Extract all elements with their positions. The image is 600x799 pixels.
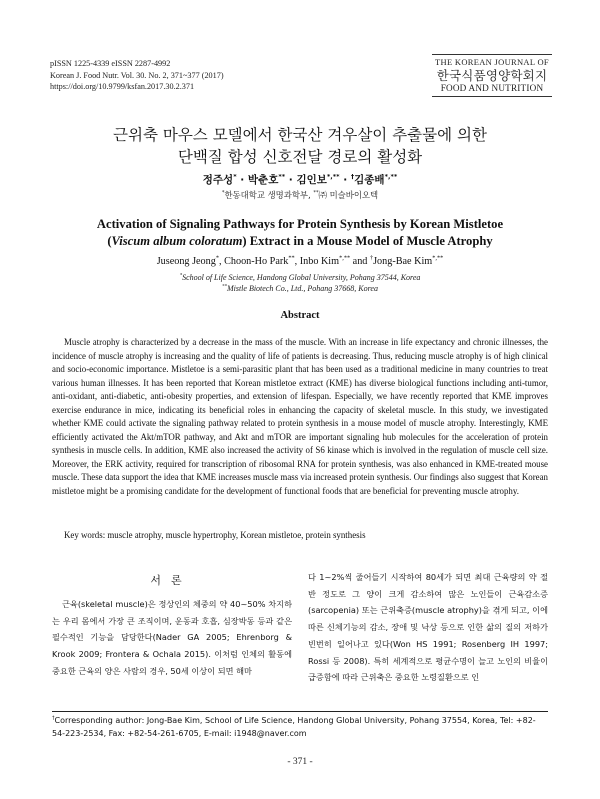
author-ko-1-mark: * [233, 172, 237, 181]
author-ko-4-dagger: † [350, 172, 355, 181]
affiliations-korean [50, 189, 550, 201]
citation-line: Korean J. Food Nutr. Vol. 30. No. 2, 371~377 (2017) [50, 70, 224, 80]
author-en-1-mark: * [215, 254, 219, 262]
title-english-line1: Activation of Signaling Pathways for Protein Synthesis by Korean Mistletoe [96, 217, 504, 231]
logo-bottom-rule [432, 96, 552, 97]
author-en-4-mark: *,** [432, 254, 444, 262]
author-separator: , [219, 256, 225, 267]
author-separator: · [236, 174, 248, 186]
affiliations-english [50, 272, 550, 294]
author-ko-1: 정주성 [202, 174, 234, 186]
author-ko-4: 김종배 [354, 174, 385, 186]
affil-en-1-mark: * [179, 273, 183, 279]
affil-ko-2: ㈜ 미슬바이오텍 [318, 190, 379, 200]
intro-column-right: 다 1~2%씩 줄어들기 시작하여 80세가 되면 최대 근육량의 약 절반 정도로 그 양이 크게 감소하여 많은 노인들이 근육감소증(sarcopenia) 또는 근위축증(muscle atrophy)을 겪게 되고, 이에 따른 신체기능의 감소, 장애 및 낙상 등으로 인한 삶의 질의 저하가 빈번히 일어나고 있다(Won HS 1991; Rosenberg IH 1997; Rossi 등 2008). 특히 세계적으로 평균수명이 늘고 노인의 비율이 급증함에 따라 근위축은 중요한 노령질환으로 인 [308, 572, 548, 683]
authors-english [50, 256, 550, 267]
author-ko-3: 김인보 [296, 174, 327, 186]
keywords: Key words: muscle atrophy, muscle hypertrophy, Korean mistletoe, protein synthesis [64, 530, 366, 540]
title-paren: ( [107, 234, 112, 248]
affil-en-2-text: Mistle Biotech Co., Ltd., Pohang 37668, Korea [226, 284, 378, 293]
affil-ko-2-mark: ** [313, 190, 319, 197]
authors-korean [50, 172, 550, 187]
author-ko-2-mark: ** [278, 172, 286, 181]
journal-logo [432, 54, 552, 97]
journal-name-ko: 한국식품영양학회지 [436, 68, 548, 83]
title-korean-line1: 근위축 마우스 모델에서 한국산 겨우살이 추출물에 의한 [113, 126, 487, 144]
affil-ko-1: 한동대학교 생명과학부, [224, 190, 314, 200]
author-en-3: Inbo Kim [299, 256, 340, 267]
affil-ko-1-mark: * [221, 190, 225, 197]
intro-column-left: 근육(skeletal muscle)은 정상인의 체중의 약 40~50% 차지하는 우리 몸에서 가장 큰 조직이며, 운동과 호흡, 심장박동 등과 같은 필수적인 기능을 담당한다(Nader GA 2005; Ehrenborg & Krook 2009; Frontera & Ochala 2015). 이처럼 인체의 활동에 중요한 근육의 양은 사람의 경우, 50세 이상이 되면 해마 [52, 599, 292, 676]
author-en-1: Juseong Jeong [156, 256, 216, 267]
title-english-line2-rest: ) Extract in a Mouse Model of Muscle Atrophy [242, 234, 493, 248]
section-heading-introduction: 서론 [150, 574, 192, 587]
affil-en-2-mark: ** [222, 284, 227, 290]
title-korean [50, 124, 550, 168]
author-ko-3-mark: *,** [326, 172, 340, 181]
issn-line: pISSN 1225-4339 eISSN 2287-4992 [50, 59, 171, 68]
affil-en-1 [50, 272, 550, 283]
affil-en-1-text: School of Life Science, Handong Global University, Pohang 37544, Korea [182, 273, 421, 282]
species-name: Viscum album coloratum [111, 234, 243, 248]
doi-link[interactable]: https://doi.org/10.9799/ksfan.2017.30.2.371 [50, 82, 195, 91]
author-en-3-mark: *,** [339, 254, 351, 262]
author-separator: · [339, 174, 351, 186]
author-separator: and [350, 256, 370, 267]
journal-name-en-top: THE KOREAN JOURNAL OF [435, 57, 549, 67]
title-korean-line2: 단백질 합성 신호전달 경로의 활성화 [177, 148, 423, 166]
journal-header-info [50, 58, 224, 93]
author-separator: · [285, 174, 297, 186]
author-ko-4-mark: *,** [384, 172, 398, 181]
author-en-4: Jong-Bae Kim [373, 256, 433, 267]
affil-en-2 [50, 283, 550, 294]
author-en-4-dagger: † [369, 254, 374, 262]
abstract-body: Muscle atrophy is characterized by a decrease in the mass of the muscle. With an increase in life expectancy and chronic illnesses, the incidence of muscle atrophy is increasing and the quality of life of patients is decreasing. Thus, reducing muscle atrophy is of high clinical and socio-economic importance. Mistletoe is a semi-parasitic plant that has been used as a traditional medicine in many countries to treat various human illnesses. It has been reported that Korean mistletoe extract (KME) has diverse biological functions including anti-tumor, anti-oxidant, anti-diabetic, anti-obesity properties, and extension of lifespan. Especially, we have recently reported that KME improves exercise endurance in mice, indicating its beneficial roles in enhancing the capacity of skeletal muscle. In this study, we investigated whether KME could activate the signaling pathway related to protein synthesis in a mouse model of muscle atrophy. Interestingly, KME efficiently activated the Akt/mTOR pathway, and Akt and mTOR are important signaling hub molecules for the acceleration of protein synthesis in muscle cells. In addition, KME also increased the activity of S6 kinase which is involved in the regulation of muscle cell size. Moreover, the ERK activity, required for transcription of ribosomal RNA for protein synthesis, was also enhanced in KME-treated mouse muscle. These data support the idea that KME increases muscle mass via increased protein synthesis. Our findings also suggest that Korean mistletoe might be a promising candidate for the development of functional foods that are beneficial for preventing muscle atrophy. [52, 337, 548, 497]
footnote-rule [52, 711, 548, 712]
journal-name-en-bottom: FOOD AND NUTRITION [440, 83, 544, 93]
footnote-dagger: † [52, 715, 55, 722]
author-en-2-mark: ** [288, 254, 295, 262]
author-ko-2: 박춘호 [247, 174, 279, 186]
author-en-2: Choon-Ho Park [224, 256, 289, 267]
author-separator: , [294, 256, 300, 267]
page-number: - 371 - [287, 757, 313, 767]
corresponding-author-footnote [52, 714, 548, 740]
abstract-heading: Abstract [280, 310, 320, 321]
logo-top-rule [432, 54, 552, 55]
footnote-text: Corresponding author: Jong-Bae Kim, School of Life Science, Handong Global University, Pohang 37554, Korea, Tel: +82-54-223-2534, Fax: +82-54-261-6705, E-mail: i1948@naver.com [52, 716, 536, 738]
title-english [60, 216, 540, 250]
title-english-line2 [60, 233, 540, 250]
